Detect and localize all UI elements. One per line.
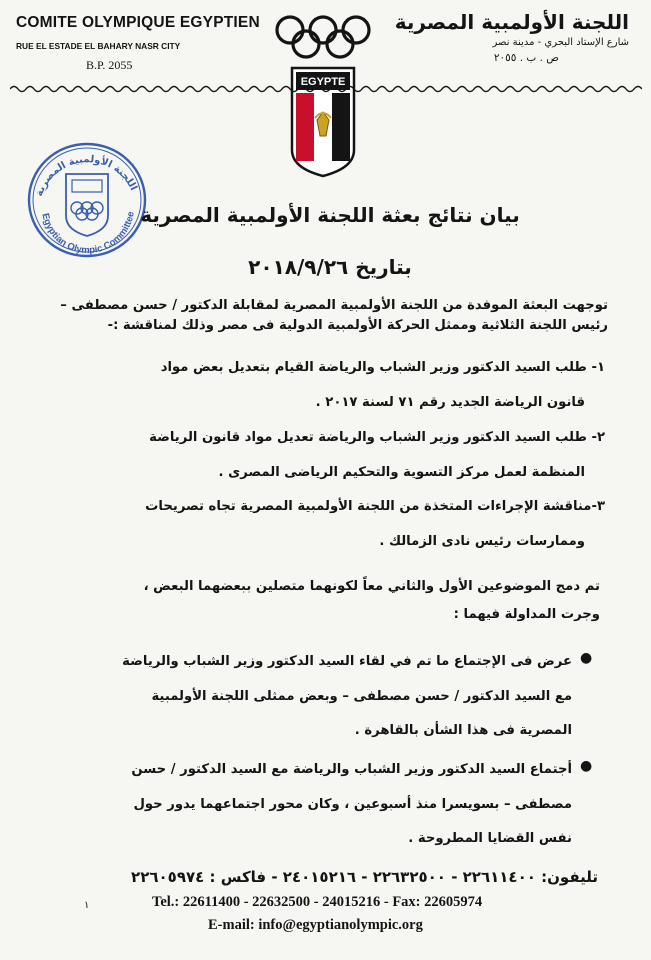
org-name-fr: COMITE OLYMPIQUE EGYPTIEN	[16, 14, 260, 31]
bullet-1-line-2: مع السيد الدكتور / حسن مصطفى – وبعض ممثلى اللجنة الأولمبية	[151, 689, 572, 704]
svg-text:Egyptian Olympic Committee	[39, 211, 136, 256]
intro-line-1: توجهت البعثة الموفدة من اللجنة الأولمبية المصرية لمقابلة الدكتور / حسن مصطفى –	[60, 298, 608, 313]
item-2-line-1: ٢- طلب السيد الدكتور وزير الشباب والرياضة تعديل مواد قانون الرياضة	[149, 430, 605, 445]
item-1-line-2: قانون الرياضة الجديد رقم ٧١ لسنة ٢٠١٧ .	[315, 395, 585, 410]
bullet-2-line-1: أجتماع السيد الدكتور وزير الشباب والرياضة مع السيد الدكتور / حسن	[131, 762, 572, 777]
official-stamp-icon	[22, 138, 152, 262]
header-divider-icon	[10, 84, 642, 94]
stamp-text-en: Egyptian Olympic Committee	[39, 210, 137, 257]
footer-email[interactable]: E-mail: info@egyptianolympic.org	[208, 917, 423, 933]
emblem-label: EGYPTE	[300, 76, 346, 88]
item-3-line-1: ٣-مناقشة الإجراءات المتخذة من اللجنة الأولمبية المصرية تجاه تصريحات	[145, 499, 605, 514]
bullet-1-line-1: عرض فى الإجتماع ما تم في لقاء السيد الدكتور وزير الشباب والرياضة	[122, 654, 572, 669]
item-2-line-2: المنظمة لعمل مركز التسوية والتحكيم الرياضى المصرى .	[218, 465, 585, 480]
bullet-2-line-2: مصطفى – بسويسرا منذ أسبوعين ، وكان محور اجتماعهما يدور حول	[133, 797, 572, 812]
letterhead-ar	[394, 10, 629, 64]
olympic-emblem-icon	[268, 8, 378, 180]
address-ar: شارع الإستاد البحري - مدينة نصر	[492, 37, 629, 48]
merge-line-1: تم دمج الموضوعين الأول والثاني معاً لكونهما متصلين ببعضهما البعض ،	[143, 579, 600, 594]
page-number: ١	[84, 900, 90, 911]
stamp-text-ar: اللجنة الأولمبية المصرية	[33, 154, 139, 198]
bullet-icon: ●	[580, 650, 593, 666]
letterhead-fr	[16, 14, 260, 73]
address-fr: RUE EL ESTADE EL BAHARY NASR CITY	[16, 41, 181, 51]
intro-line-2: رئيس اللجنة الثلاثية وممثل الحركة الأولمبية الدولية فى مصر وذلك لمناقشة :-	[107, 318, 608, 333]
item-3-line-2: وممارسات رئيس نادى الزمالك .	[379, 534, 585, 549]
bullet-2-line-3: نفس القضايا المطروحة .	[408, 831, 572, 846]
item-1-line-1: ١- طلب السيد الدكتور وزير الشباب والرياضة القيام بتعديل بعض مواد	[160, 360, 605, 375]
footer-phone-en: Tel.: 22611400 - 22632500 - 24015216 - Fax: 22605974	[152, 894, 483, 910]
footer-phone-ar: تليفون: ٢٢٦١١٤٠٠ - ٢٢٦٣٢٥٠٠ - ٢٤٠١٥٢١٦ - فاكس : ٢٢٦٠٥٩٧٤	[131, 868, 598, 886]
org-name-ar: اللجنة الأولمبية المصرية	[394, 10, 629, 34]
po-box-fr: B.P. 2055	[86, 58, 133, 72]
bullet-1-line-3: المصرية فى هذا الشأن بالقاهرة .	[354, 723, 572, 738]
document-title: بيان نتائج بعثة اللجنة الأولمبية المصرية	[140, 203, 520, 227]
merge-line-2: وجرت المداولة فيهما :	[453, 607, 600, 622]
bullet-icon: ●	[580, 758, 593, 774]
document-date: بتاريخ ٢٠١٨/٩/٢٦	[248, 255, 412, 279]
po-box-ar: ص . ب . ٢٠٥٥	[493, 52, 559, 64]
